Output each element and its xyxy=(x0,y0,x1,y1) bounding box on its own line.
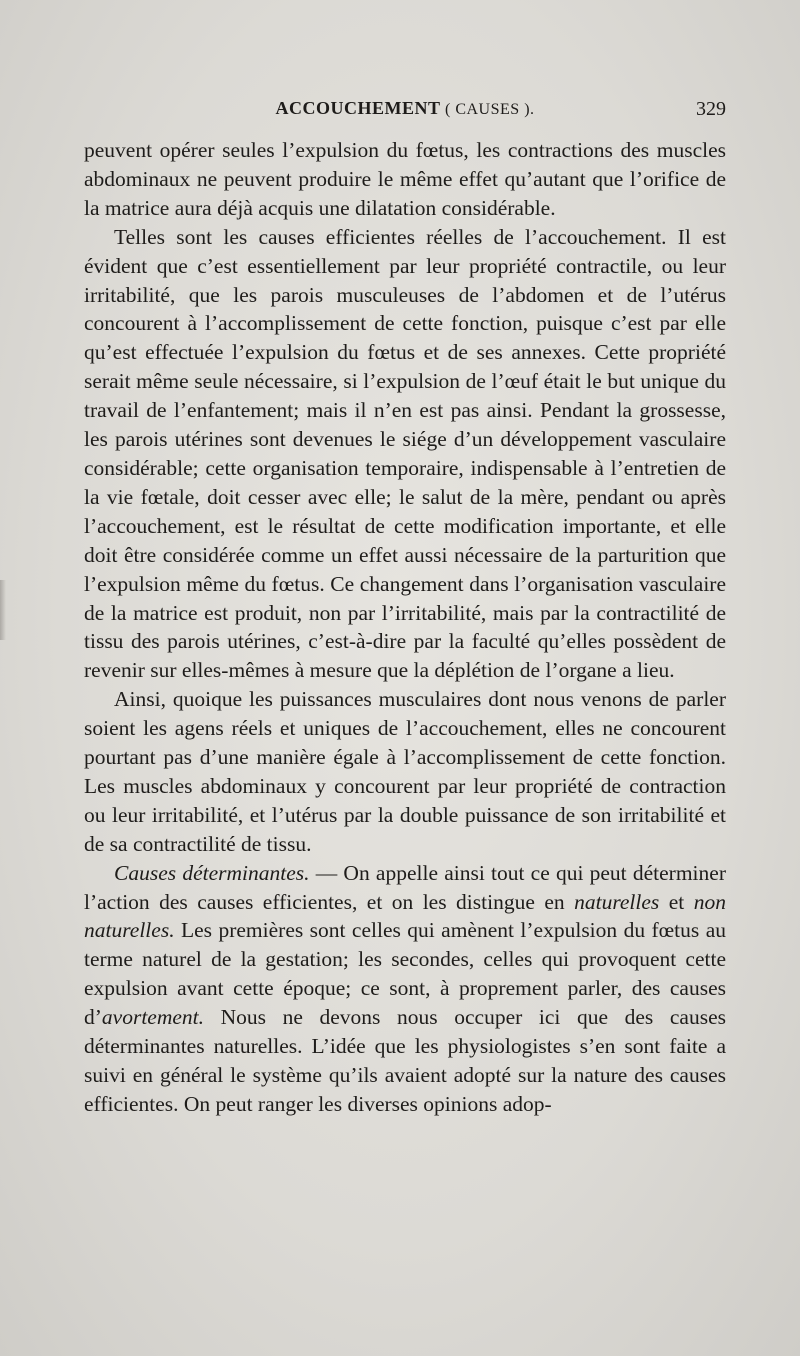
italic-term-avortement: avortement. xyxy=(101,1005,205,1030)
paragraph-4-part-d: Nous ne devons nous occuper ici que des causes déterminantes naturelles. L’idée que les physiologistes s’en sont faite a suivi en général le système qu’ils avaient adopté sur la nature des causes efficientes. On peut ranger les diverses opinions adop- xyxy=(84,1005,726,1116)
paragraph-4-part-a: — On appelle ainsi tout ce qui peut déterminer l’action des causes efficientes, et on les distingue en xyxy=(84,860,726,914)
italic-term-non-naturelles: non naturelles. xyxy=(84,889,726,943)
head-subtitle: CAUSES xyxy=(455,101,520,118)
body-text xyxy=(84,136,726,1119)
paragraph-4-part-c: Les premières sont celles qui amènent l’expulsion du fœtus au terme naturel de la gestation; les secondes, celles qui provoquent cette expulsion avant cette époque; ce sont, à proprement parler, des causes d’ xyxy=(84,918,726,1030)
head-title-main: ACCOUCHEMENT xyxy=(275,98,441,118)
paragraph-4-part-b: et xyxy=(659,889,694,914)
margin-shadow xyxy=(0,580,6,640)
italic-term-naturelles: naturelles xyxy=(574,889,660,914)
page-number: 329 xyxy=(696,98,726,120)
paragraph-3: Ainsi, quoique les puissances musculaires dont nous venons de parler soient les agens réels et uniques de l’accouchement, elles ne concourent pourtant pas d’une manière égale à l’accomplissement de cette fonction. Les muscles abdominaux y concourent par leur propriété de contraction ou leur irritabilité, et l’utérus par la double puissance de son irritabilité et de sa contractilité de tissu. xyxy=(84,687,726,856)
paragraph-4 xyxy=(84,859,726,1119)
paragraph-1: peuvent opérer seules l’expulsion du fœtus, les contractions des muscles abdominaux ne peuvent produire le même effet qu’autant que l’orifice de la matrice aura déjà acquis une dilatation considérable. xyxy=(84,138,726,220)
paragraph-2: Telles sont les causes efficientes réelles de l’accouchement. Il est évident que c’est essentiellement par leur propriété contractile, ou leur irritabilité, que les parois musculeuses de l’abdomen et de l’utérus concourent à l’accomplissement de cette fonction, puisque c’est par elle qu’est effectuée l’expulsion du fœtus et de ses annexes. Cette propriété serait même seule nécessaire, si l’expulsion de l’œuf était le but unique du travail de l’enfantement; mais il n’en est pas ainsi. Pendant la grossesse, les parois utérines sont devenues le siége d’un développement vasculaire considérable; cette organisation temporaire, indispensable à l’entretien de la vie fœtale, doit cesser avec elle; le salut de la mère, pendant ou après l’accouchement, est le résultat de cette modification importante, et elle doit être considérée comme un effet aussi nécessaire de la parturition que l’expulsion même du fœtus. Ce changement dans l’organisation vasculaire de la matrice est produit, non par l’irritabilité, mais par la contractilité de tissu des parois utérines, c’est-à-dire par la faculté qu’elles possèdent de revenir sur elles-mêmes à mesure que la déplétion de l’organe a lieu. xyxy=(84,224,726,683)
running-head-title xyxy=(84,98,726,119)
head-subtitle-close: ). xyxy=(519,101,535,118)
running-head xyxy=(84,98,726,128)
head-subtitle-open: ( xyxy=(440,101,456,118)
section-heading: Causes déterminantes. xyxy=(114,860,310,885)
